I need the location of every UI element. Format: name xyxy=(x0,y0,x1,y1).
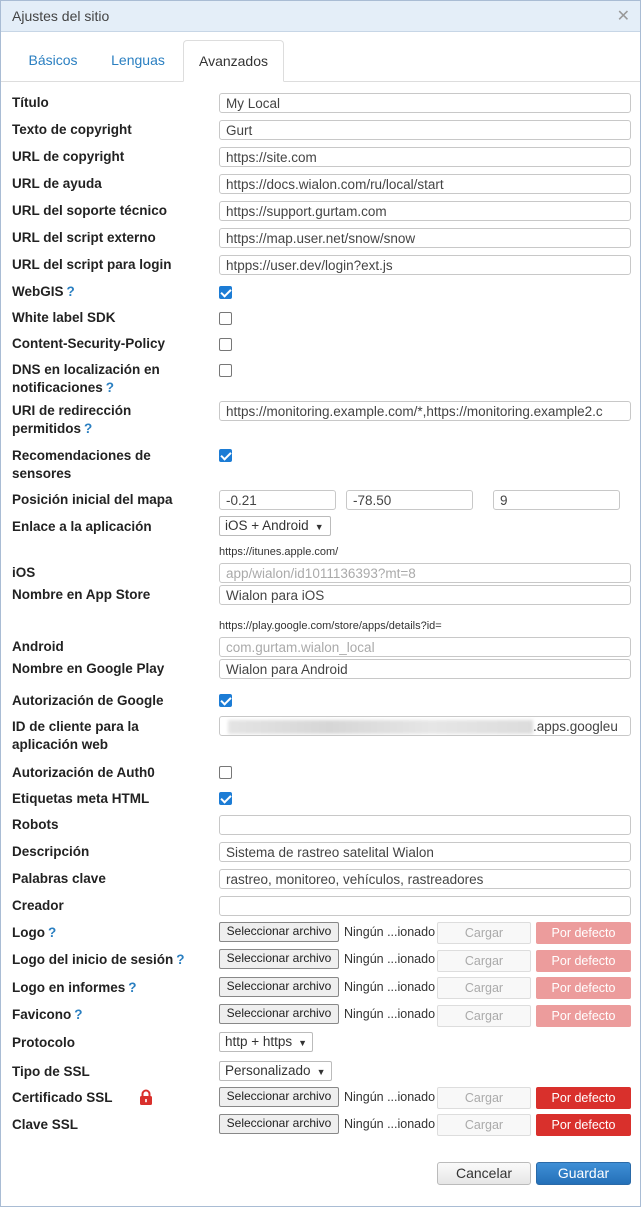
ios-url-hint: https://itunes.apple.com/ xyxy=(219,546,339,558)
label-ssl-cert: Certificado SSL xyxy=(12,1090,113,1105)
save-button[interactable]: Guardar xyxy=(536,1162,631,1185)
label-white-label: White label SDK xyxy=(12,310,116,325)
help-icon[interactable]: ? xyxy=(74,1007,83,1022)
tab-avanzados[interactable]: Avanzados xyxy=(183,40,284,82)
map-lon-input[interactable]: -78.50 xyxy=(346,490,473,510)
label-google-auth: Autorización de Google xyxy=(12,693,164,708)
redacted-value xyxy=(228,720,533,734)
label-login-script: URL del script para login xyxy=(12,257,172,272)
creator-input[interactable] xyxy=(219,896,631,916)
label-map-pos: Posición inicial del mapa xyxy=(12,492,173,507)
white-label-checkbox[interactable] xyxy=(219,312,232,325)
label-robots: Robots xyxy=(12,817,59,832)
label-description: Descripción xyxy=(12,844,90,859)
ios-input[interactable]: app/wialon/id1011136393?mt=8 xyxy=(219,563,631,583)
logo-file-name: Ningún ...ionado xyxy=(344,925,436,939)
label-ssl-type: Tipo de SSL xyxy=(12,1064,90,1079)
label-webgis: WebGIS ? xyxy=(12,284,75,299)
label-report-logo: Logo en informes ? xyxy=(12,980,137,995)
ssl-cert-select-file-button[interactable]: Seleccionar archivo xyxy=(219,1087,339,1107)
dns-checkbox[interactable] xyxy=(219,364,232,377)
redirect-uri-input[interactable]: https://monitoring.example.com/*,https://monitoring.example2.c xyxy=(219,401,631,421)
label-copyright-url: URL de copyright xyxy=(12,149,125,164)
map-lat-input[interactable]: -0.21 xyxy=(219,490,336,510)
label-external-script: URL del script externo xyxy=(12,230,156,245)
google-play-name-input[interactable]: Wialon para Android xyxy=(219,659,631,679)
titulo-input[interactable]: My Local xyxy=(219,93,631,113)
cancel-button[interactable]: Cancelar xyxy=(437,1162,531,1185)
label-app-store-name: Nombre en App Store xyxy=(12,587,151,602)
google-auth-checkbox[interactable] xyxy=(219,694,232,707)
ssl-key-file-name: Ningún ...ionado xyxy=(344,1117,436,1131)
chevron-down-icon: ▼ xyxy=(298,1038,308,1048)
label-ios: iOS xyxy=(12,565,36,580)
client-id-input[interactable]: .apps.googleu xyxy=(219,716,631,736)
label-app-link: Enlace a la aplicación xyxy=(12,519,152,534)
help-icon[interactable]: ? xyxy=(176,952,185,967)
dialog-titlebar xyxy=(1,1,640,32)
ssl-key-select-file-button[interactable]: Seleccionar archivo xyxy=(219,1114,339,1134)
map-zoom-input[interactable]: 9 xyxy=(493,490,620,510)
ssl-cert-file-name: Ningún ...ionado xyxy=(344,1090,436,1104)
login-logo-default-button[interactable]: Por defecto xyxy=(536,950,631,972)
label-android: Android xyxy=(12,639,64,654)
support-url-input[interactable]: https://support.gurtam.com xyxy=(219,201,631,221)
help-url-input[interactable]: https://docs.wialon.com/ru/local/start xyxy=(219,174,631,194)
copyright-text-input[interactable]: Gurt xyxy=(219,120,631,140)
dialog-title: Ajustes del sitio xyxy=(12,8,110,24)
sensor-rec-checkbox[interactable] xyxy=(219,449,232,462)
app-link-select[interactable]: iOS + Android ▼ xyxy=(219,516,331,536)
logo-upload-button[interactable]: Cargar xyxy=(437,922,531,944)
label-help-url: URL de ayuda xyxy=(12,176,102,191)
help-icon[interactable]: ? xyxy=(48,925,57,940)
label-ssl-key: Clave SSL xyxy=(12,1117,79,1132)
favicon-default-button[interactable]: Por defecto xyxy=(536,1005,631,1027)
favicon-upload-button[interactable]: Cargar xyxy=(437,1005,531,1027)
tab-lenguas[interactable]: Lenguas xyxy=(111,52,165,68)
tab-basicos[interactable]: Básicos xyxy=(28,52,78,68)
report-logo-file-name: Ningún ...ionado xyxy=(344,980,436,994)
android-input[interactable]: com.gurtam.wialon_local xyxy=(219,637,631,657)
robots-input[interactable] xyxy=(219,815,631,835)
meta-tags-checkbox[interactable] xyxy=(219,792,232,805)
ssl-cert-default-button[interactable]: Por defecto xyxy=(536,1087,631,1109)
tab-bar xyxy=(1,40,640,82)
label-client-id: ID de cliente para la aplicación web xyxy=(12,719,139,752)
report-logo-upload-button[interactable]: Cargar xyxy=(437,977,531,999)
keywords-input[interactable]: rastreo, monitoreo, vehículos, rastreadores xyxy=(219,869,631,889)
chevron-down-icon: ▼ xyxy=(316,1067,326,1077)
label-dns: DNS en localización en notificaciones ? xyxy=(12,362,160,395)
login-logo-upload-button[interactable]: Cargar xyxy=(437,950,531,972)
help-icon[interactable]: ? xyxy=(66,284,75,299)
label-redirect-uri: URI de redirección permitidos ? xyxy=(12,403,132,436)
help-icon[interactable]: ? xyxy=(105,380,115,395)
label-titulo: Título xyxy=(12,95,49,110)
logo-select-file-button[interactable]: Seleccionar archivo xyxy=(219,922,339,942)
auth0-checkbox[interactable] xyxy=(219,766,232,779)
ssl-key-upload-button[interactable]: Cargar xyxy=(437,1114,531,1136)
login-logo-select-file-button[interactable]: Seleccionar archivo xyxy=(219,949,339,969)
label-favicon: Favicono ? xyxy=(12,1007,83,1022)
report-logo-default-button[interactable]: Por defecto xyxy=(536,977,631,999)
report-logo-select-file-button[interactable]: Seleccionar archivo xyxy=(219,977,339,997)
help-icon[interactable]: ? xyxy=(128,980,137,995)
external-script-input[interactable]: https://map.user.net/snow/snow xyxy=(219,228,631,248)
label-csp: Content-Security-Policy xyxy=(12,336,166,351)
copyright-url-input[interactable]: https://site.com xyxy=(219,147,631,167)
csp-checkbox[interactable] xyxy=(219,338,232,351)
app-store-name-input[interactable]: Wialon para iOS xyxy=(219,585,631,605)
help-icon[interactable]: ? xyxy=(84,421,93,436)
label-login-logo: Logo del inicio de sesión ? xyxy=(12,952,185,967)
description-input[interactable]: Sistema de rastreo satelital Wialon xyxy=(219,842,631,862)
label-protocol: Protocolo xyxy=(12,1035,75,1050)
ssl-cert-upload-button[interactable]: Cargar xyxy=(437,1087,531,1109)
favicon-file-name: Ningún ...ionado xyxy=(344,1007,436,1021)
favicon-select-file-button[interactable]: Seleccionar archivo xyxy=(219,1004,339,1024)
label-support-url: URL del soporte técnico xyxy=(12,203,168,218)
webgis-checkbox[interactable] xyxy=(219,286,232,299)
label-keywords: Palabras clave xyxy=(12,871,106,886)
label-meta-tags: Etiquetas meta HTML xyxy=(12,791,150,806)
login-logo-file-name: Ningún ...ionado xyxy=(344,952,436,966)
login-script-input[interactable]: htpps://user.dev/login?ext.js xyxy=(219,255,631,275)
logo-default-button[interactable]: Por defecto xyxy=(536,922,631,944)
label-google-play-name: Nombre en Google Play xyxy=(12,661,165,676)
label-copyright-text: Texto de copyright xyxy=(12,122,132,137)
ssl-type-select[interactable]: Personalizado ▼ xyxy=(219,1061,332,1081)
protocol-select[interactable]: http + https ▼ xyxy=(219,1032,313,1052)
label-auth0: Autorización de Auth0 xyxy=(12,765,155,780)
ssl-key-default-button[interactable]: Por defecto xyxy=(536,1114,631,1136)
close-icon[interactable]: ✕ xyxy=(616,8,630,25)
label-logo: Logo ? xyxy=(12,925,57,940)
lock-icon xyxy=(139,1089,153,1105)
android-url-hint: https://play.google.com/store/apps/details?id= xyxy=(219,620,442,632)
label-sensor-rec: Recomendaciones de sensores xyxy=(12,448,151,481)
label-creator: Creador xyxy=(12,898,64,913)
chevron-down-icon: ▼ xyxy=(314,522,324,532)
